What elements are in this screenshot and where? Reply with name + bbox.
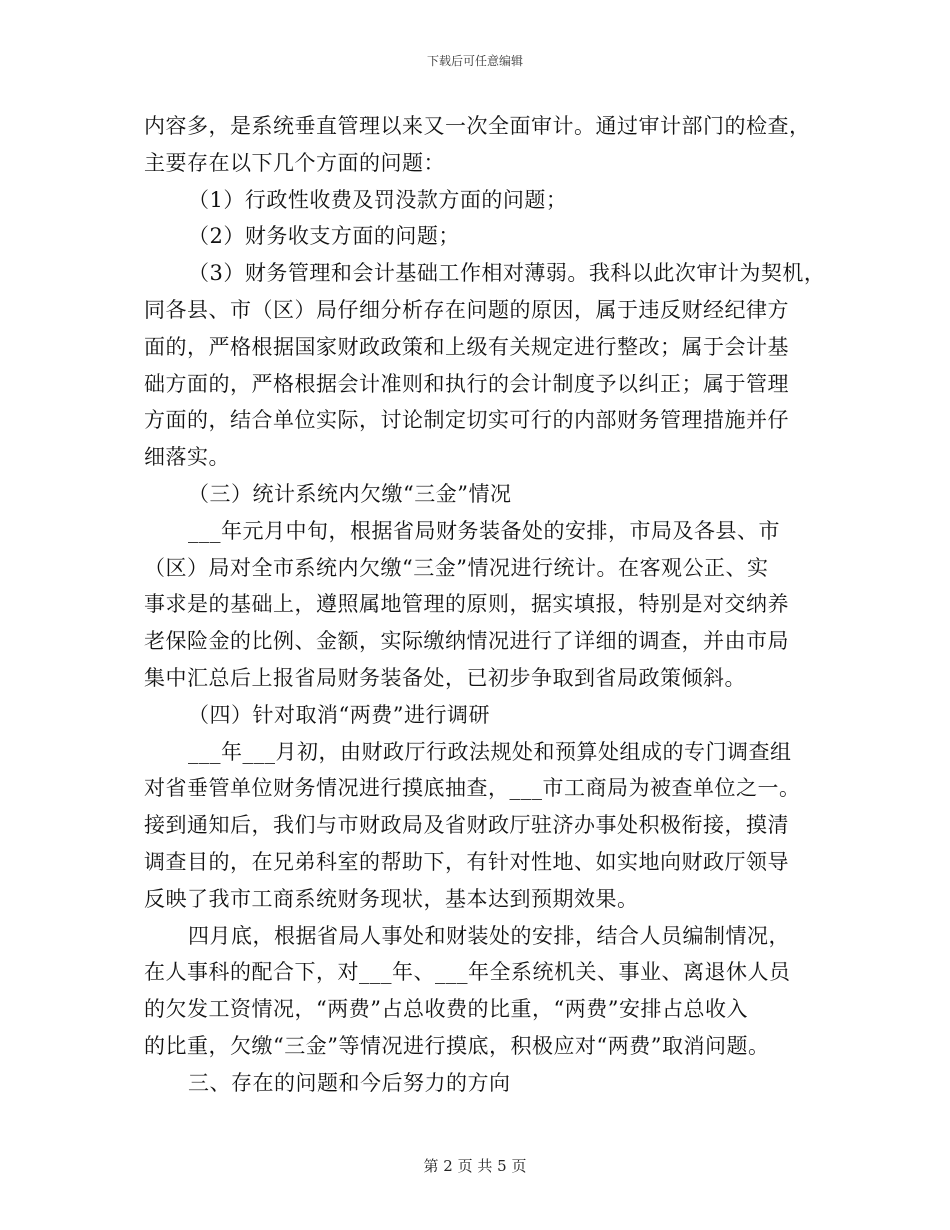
text-line: 集中汇总后上报省局财务装备处，已初步争取到省局政策倾斜。 [144,665,746,690]
text-line: ___年元月中旬，根据省局财务装备处的安排，市局及各县、市 [188,518,780,543]
text-line: （1）行政性收费及罚没款方面的问题； [188,187,568,212]
text-line: 础方面的，严格根据会计准则和执行的会计制度予以纠正；属于管理 [144,371,789,396]
text-line: 四月底，根据省局人事处和财装处的安排，结合人员编制情况， [188,923,790,948]
text-line: （三）统计系统内欠缴“三金”情况 [188,481,512,506]
text-line: 面的，严格根据国家财政政策和上级有关规定进行整改；属于会计基 [144,334,789,359]
text-line: 反映了我市工商系统财务现状，基本达到预期效果。 [144,886,639,911]
text-line: 事求是的基础上，遵照属地管理的原则，据实填报，特别是对交纳养 [144,592,789,617]
text-line: 内容多，是系统垂直管理以来又一次全面审计。通过审计部门的检查， [144,114,811,138]
text-line: （四）针对取消“两费”进行调研 [188,702,490,727]
text-line: （3）财务管理和会计基础工作相对薄弱。我科以此次审计为契机， [188,261,826,286]
text-line: （2）财务收支方面的问题； [188,224,460,249]
text-line: 细落实。 [144,445,230,470]
document-body [144,108,824,1102]
text-line: 老保险金的比例、金额，实际缴纳情况进行了详细的调查，并由市局 [144,629,789,654]
text-line: （区）局对全市系统内欠缴“三金”情况进行统计。在客观公正、实 [144,555,769,580]
text-line: 接到通知后，我们与市财政局及省财政厅驻济办事处积极衔接，摸清 [144,813,789,838]
text-line: 调查目的，在兄弟科室的帮助下，有针对性地、如实地向财政厅领导 [144,849,789,874]
page-header: 下载后可任意编辑 [426,54,523,68]
text-line: 主要存在以下几个方面的问题： [144,150,445,175]
text-line: 在人事科的配合下，对___年、___年全系统机关、事业、离退休人员 [144,960,791,985]
text-line: 三、存在的问题和今后努力的方向 [188,1070,511,1095]
text-line: 的欠发工资情况，“两费”占总收费的比重，“两费”安排占总收入 [144,997,748,1022]
text-line: ___年___月初，由财政厅行政法规处和预算处组成的专门调查组 [188,739,792,764]
page-footer: 第 2 页 共 5 页 [423,1157,527,1175]
text-line: 对省垂管单位财务情况进行摸底抽查，___市工商局为被查单位之一。 [144,776,801,801]
text-line: 同各县、市（区）局仔细分析存在问题的原因，属于违反财经纪律方 [144,297,789,322]
text-line: 方面的，结合单位实际，讨论制定切实可行的内部财务管理措施并仔 [144,408,789,433]
text-line: 的比重，欠缴“三金”等情况进行摸底，积极应对“两费”取消问题。 [144,1033,770,1058]
